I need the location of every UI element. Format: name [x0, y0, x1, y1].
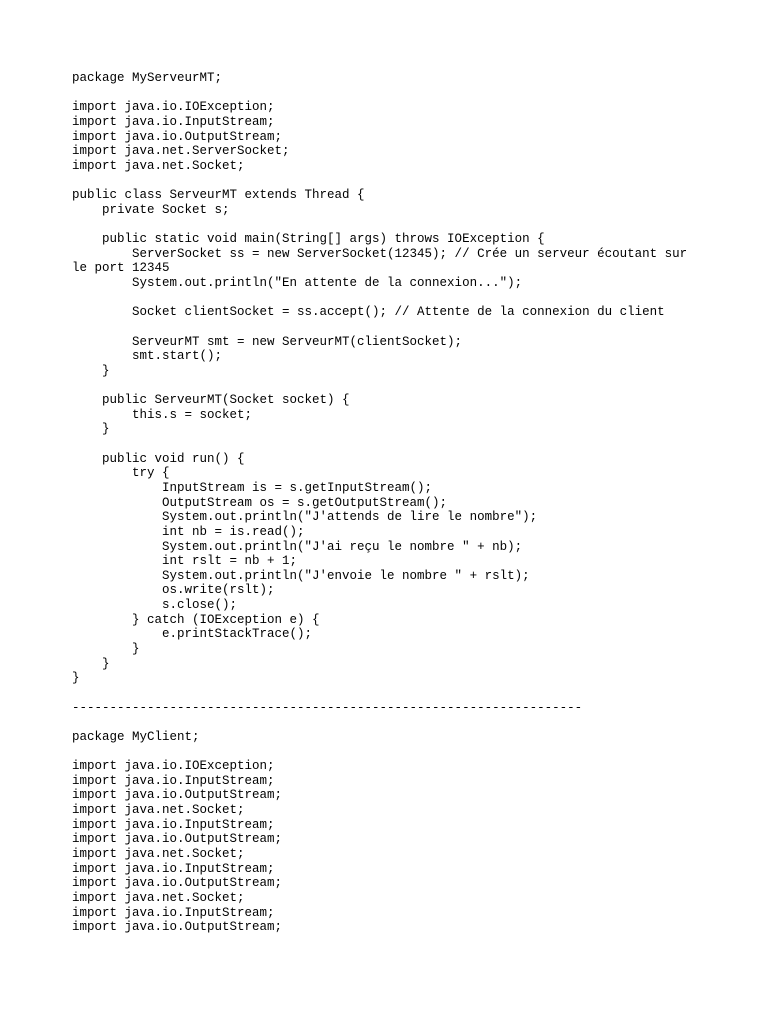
code-line-import: import java.io.OutputStream;: [72, 876, 283, 891]
code-line-blank: [72, 715, 732, 730]
code-line-blank: [72, 744, 732, 759]
code-line-package: package MyClient;: [72, 729, 200, 744]
code-line-run-method: public void run() {: [72, 451, 245, 466]
code-line-statement: Socket clientSocket = ss.accept(); // Attente de la connexion du client: [72, 305, 665, 320]
code-line-import: import java.io.InputStream;: [72, 905, 275, 920]
code-line-import: import java.net.Socket;: [72, 803, 245, 818]
code-line-import: import java.io.OutputStream;: [72, 920, 283, 935]
code-line-import: import java.io.InputStream;: [72, 861, 275, 876]
code-line-statement: this.s = socket;: [72, 407, 253, 422]
code-line-statement: System.out.println("En attente de la connexion...");: [72, 275, 523, 290]
code-line-blank: [72, 686, 732, 701]
code-line-blank: [72, 437, 732, 452]
code-line-statement: e.printStackTrace();: [72, 627, 313, 642]
code-line-statement: int rslt = nb + 1;: [72, 554, 298, 569]
code-line-blank: [72, 173, 732, 188]
code-line-import: import java.net.Socket;: [72, 158, 245, 173]
code-line-brace: }: [72, 422, 110, 437]
code-line-statement: OutputStream os = s.getOutputStream();: [72, 495, 448, 510]
code-line-import: import java.io.IOException;: [72, 759, 275, 774]
code-line-import: import java.io.InputStream;: [72, 114, 275, 129]
code-line-import: import java.net.Socket;: [72, 890, 245, 905]
code-line-blank: [72, 86, 732, 101]
document-page: [72, 71, 732, 935]
code-line-constructor: public ServeurMT(Socket socket) {: [72, 393, 350, 408]
code-line-blank: [72, 217, 732, 232]
code-line-blank: [72, 291, 732, 306]
code-line-import: import java.io.OutputStream;: [72, 129, 283, 144]
code-line-brace: }: [72, 641, 140, 656]
code-line-statement: s.close();: [72, 598, 238, 613]
code-line-try: try {: [72, 466, 170, 481]
code-line-import: import java.net.ServerSocket;: [72, 144, 290, 159]
code-line-statement: int nb = is.read();: [72, 524, 305, 539]
code-line-statement: os.write(rslt);: [72, 583, 275, 598]
code-line-statement: InputStream is = s.getInputStream();: [72, 480, 433, 495]
code-line-statement: ServeurMT smt = new ServeurMT(clientSocket);: [72, 334, 463, 349]
code-line-import: import java.io.OutputStream;: [72, 832, 283, 847]
code-line-brace: }: [72, 363, 110, 378]
code-line-statement: System.out.println("J'envoie le nombre " + rslt);: [72, 568, 530, 583]
code-line-blank: [72, 378, 732, 393]
code-line-brace: }: [72, 656, 110, 671]
code-line-statement: ServerSocket ss = new ServerSocket(12345); // Crée un serveur écoutant sur: [72, 246, 688, 261]
code-line-class-declaration: public class ServeurMT extends Thread {: [72, 188, 365, 203]
code-line-blank: [72, 320, 732, 335]
code-line-statement: System.out.println("J'ai reçu le nombre " + nb);: [72, 539, 523, 554]
code-line-import: import java.net.Socket;: [72, 846, 245, 861]
code-line-field: private Socket s;: [72, 202, 230, 217]
section-divider: --------------------------------------------------------------------: [72, 700, 583, 715]
code-line-comment-continuation: le port 12345: [72, 261, 170, 276]
code-line-import: import java.io.InputStream;: [72, 773, 275, 788]
code-line-import: import java.io.InputStream;: [72, 817, 275, 832]
code-line-package: package MyServeurMT;: [72, 71, 223, 85]
code-line-statement: smt.start();: [72, 349, 223, 364]
code-line-import: import java.io.OutputStream;: [72, 788, 283, 803]
code-line-statement: System.out.println("J'attends de lire le nombre");: [72, 510, 538, 525]
code-block: [72, 71, 732, 935]
code-line-main-method: public static void main(String[] args) throws IOException {: [72, 232, 545, 247]
code-line-import: import java.io.IOException;: [72, 100, 275, 115]
code-line-brace: }: [72, 671, 80, 686]
code-line-catch: } catch (IOException e) {: [72, 612, 320, 627]
